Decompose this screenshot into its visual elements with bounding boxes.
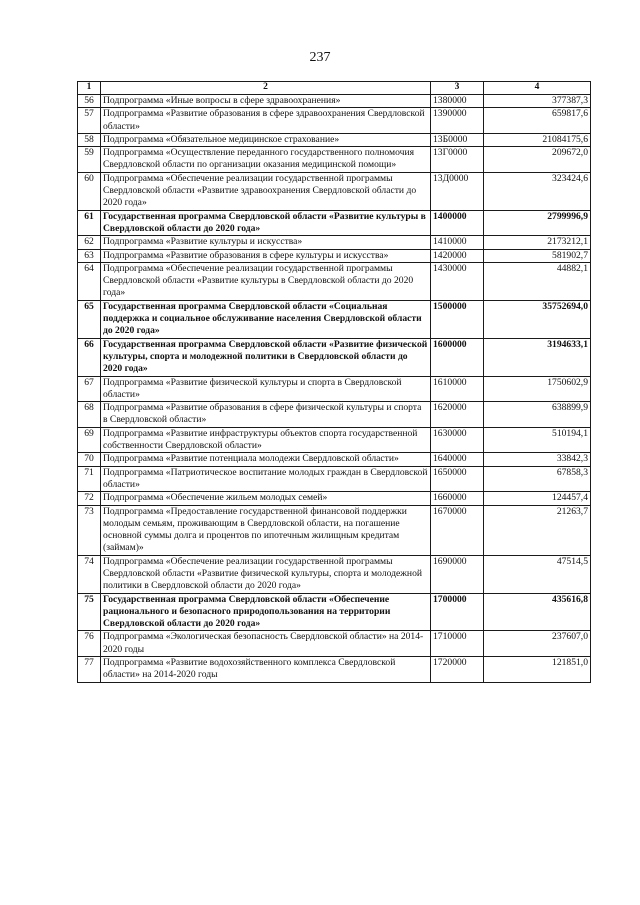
row-amount: 33842,3 — [484, 453, 591, 466]
row-number: 57 — [78, 108, 101, 134]
row-code: 1650000 — [431, 466, 484, 492]
row-number: 64 — [78, 262, 101, 300]
page-number: 237 — [309, 50, 331, 65]
row-amount: 67858,3 — [484, 466, 591, 492]
row-name: Подпрограмма «Экологическая безопасность Свердловской области» на 2014-2020 годы — [101, 631, 431, 657]
row-name: Подпрограмма «Развитие потенциала молодежи Свердловской области» — [101, 453, 431, 466]
row-number: 61 — [78, 210, 101, 236]
table-row — [78, 95, 591, 108]
row-amount: 377387,3 — [484, 95, 591, 108]
row-code: 1670000 — [431, 505, 484, 555]
row-number: 77 — [78, 657, 101, 683]
table-row — [78, 147, 591, 173]
row-name: Подпрограмма «Обеспечение реализации государственной программы Свердловской области «Развитие физической культуры, спорта и молодежной политики в Свердловской области до 2020 года» — [101, 555, 431, 593]
row-amount: 2799996,9 — [484, 210, 591, 236]
table-row — [78, 555, 591, 593]
header-col-2: 2 — [101, 82, 431, 95]
row-name: Государственная программа Свердловской области «Обеспечение рационального и безопасного природопользования на территории Свердловской области до 2020 года» — [101, 593, 431, 631]
row-amount: 237607,0 — [484, 631, 591, 657]
row-name: Подпрограмма «Развитие образования в сфере культуры и искусства» — [101, 249, 431, 262]
row-code: 1640000 — [431, 453, 484, 466]
row-name: Подпрограмма «Развитие водохозяйственного комплекса Свердловской области» на 2014-2020 годы — [101, 657, 431, 683]
row-name: Подпрограмма «Развитие физической культуры и спорта в Свердловской области» — [101, 376, 431, 402]
table-row — [78, 338, 591, 376]
row-name: Подпрограмма «Предоставление государственной финансовой поддержки молодым семьям, проживающим в Свердловской области, на погашение основной суммы долга и процентов по ипотечным жилищным кредитам (займам)» — [101, 505, 431, 555]
row-amount: 1750602,9 — [484, 376, 591, 402]
row-code: 1610000 — [431, 376, 484, 402]
row-amount: 35752694,0 — [484, 300, 591, 338]
row-code: 1660000 — [431, 492, 484, 505]
row-amount: 44882,1 — [484, 262, 591, 300]
row-number: 63 — [78, 249, 101, 262]
table-row — [78, 249, 591, 262]
row-amount: 124457,4 — [484, 492, 591, 505]
row-amount: 581902,7 — [484, 249, 591, 262]
row-name: Подпрограмма «Иные вопросы в сфере здравоохранения» — [101, 95, 431, 108]
header-col-1: 1 — [78, 82, 101, 95]
budget-table — [77, 81, 591, 683]
row-amount: 47514,5 — [484, 555, 591, 593]
table-row — [78, 427, 591, 453]
row-amount: 659817,6 — [484, 108, 591, 134]
row-number: 59 — [78, 147, 101, 173]
table-row — [78, 210, 591, 236]
row-amount: 323424,6 — [484, 172, 591, 210]
row-number: 56 — [78, 95, 101, 108]
row-code: 1600000 — [431, 338, 484, 376]
row-number: 60 — [78, 172, 101, 210]
row-number: 68 — [78, 402, 101, 428]
row-number: 66 — [78, 338, 101, 376]
row-code: 1690000 — [431, 555, 484, 593]
row-name: Подпрограмма «Развитие образования в сфере здравоохранения Свердловской области» — [101, 108, 431, 134]
table-row — [78, 236, 591, 249]
row-name: Подпрограмма «Обязательное медицинское страхование» — [101, 133, 431, 146]
row-name: Подпрограмма «Развитие культуры и искусства» — [101, 236, 431, 249]
row-name: Подпрограмма «Обеспечение реализации государственной программы Свердловской области «Развитие культуры в Свердловской области до 2020 года» — [101, 262, 431, 300]
row-number: 71 — [78, 466, 101, 492]
row-code: 13Д0000 — [431, 172, 484, 210]
row-number: 75 — [78, 593, 101, 631]
row-code: 1700000 — [431, 593, 484, 631]
row-amount: 510194,1 — [484, 427, 591, 453]
row-number: 58 — [78, 133, 101, 146]
row-amount: 209672,0 — [484, 147, 591, 173]
table-row — [78, 593, 591, 631]
header-col-3: 3 — [431, 82, 484, 95]
row-number: 74 — [78, 555, 101, 593]
row-code: 1430000 — [431, 262, 484, 300]
row-name: Подпрограмма «Развитие инфраструктуры объектов спорта государственной собственности Свердловской области» — [101, 427, 431, 453]
row-code: 13Г0000 — [431, 147, 484, 173]
row-amount: 21263,7 — [484, 505, 591, 555]
table-row — [78, 492, 591, 505]
table-row — [78, 631, 591, 657]
row-number: 76 — [78, 631, 101, 657]
row-code: 13Б0000 — [431, 133, 484, 146]
row-amount: 2173212,1 — [484, 236, 591, 249]
row-code: 1390000 — [431, 108, 484, 134]
row-number: 67 — [78, 376, 101, 402]
row-code: 1400000 — [431, 210, 484, 236]
row-name: Государственная программа Свердловской области «Социальная поддержка и социальное обслуживание населения Свердловской области до 2020 года» — [101, 300, 431, 338]
row-name: Государственная программа Свердловской области «Развитие физической культуры, спорта и молодежной политики в Свердловской области до 2020 года» — [101, 338, 431, 376]
row-number: 70 — [78, 453, 101, 466]
row-number: 69 — [78, 427, 101, 453]
row-amount: 435616,8 — [484, 593, 591, 631]
table-row — [78, 657, 591, 683]
row-name: Подпрограмма «Обеспечение жильем молодых семей» — [101, 492, 431, 505]
row-name: Подпрограмма «Обеспечение реализации государственной программы Свердловской области «Развитие здравоохранения Свердловской области до 2020 года» — [101, 172, 431, 210]
row-code: 1500000 — [431, 300, 484, 338]
table-body — [78, 95, 591, 683]
table-row — [78, 133, 591, 146]
row-name: Подпрограмма «Осуществление переданного государственного полномочия Свердловской области по организации оказания медицинской помощи» — [101, 147, 431, 173]
header-col-4: 4 — [484, 82, 591, 95]
row-name: Подпрограмма «Патриотическое воспитание молодых граждан в Свердловской области» — [101, 466, 431, 492]
table-row — [78, 300, 591, 338]
row-amount: 21084175,6 — [484, 133, 591, 146]
row-number: 65 — [78, 300, 101, 338]
row-code: 1620000 — [431, 402, 484, 428]
row-code: 1410000 — [431, 236, 484, 249]
row-code: 1710000 — [431, 631, 484, 657]
table-row — [78, 376, 591, 402]
row-amount: 121851,0 — [484, 657, 591, 683]
table-row — [78, 505, 591, 555]
row-code: 1630000 — [431, 427, 484, 453]
row-code: 1720000 — [431, 657, 484, 683]
table-row — [78, 172, 591, 210]
row-number: 73 — [78, 505, 101, 555]
table-row — [78, 453, 591, 466]
row-amount: 3194633,1 — [484, 338, 591, 376]
row-amount: 638899,9 — [484, 402, 591, 428]
row-name: Подпрограмма «Развитие образования в сфере физической культуры и спорта в Свердловской области» — [101, 402, 431, 428]
table-row — [78, 262, 591, 300]
table-row — [78, 402, 591, 428]
row-code: 1380000 — [431, 95, 484, 108]
row-number: 72 — [78, 492, 101, 505]
table-header-row — [78, 82, 591, 95]
row-name: Государственная программа Свердловской области «Развитие культуры в Свердловской области до 2020 года» — [101, 210, 431, 236]
row-code: 1420000 — [431, 249, 484, 262]
table-row — [78, 466, 591, 492]
table-row — [78, 108, 591, 134]
row-number: 62 — [78, 236, 101, 249]
